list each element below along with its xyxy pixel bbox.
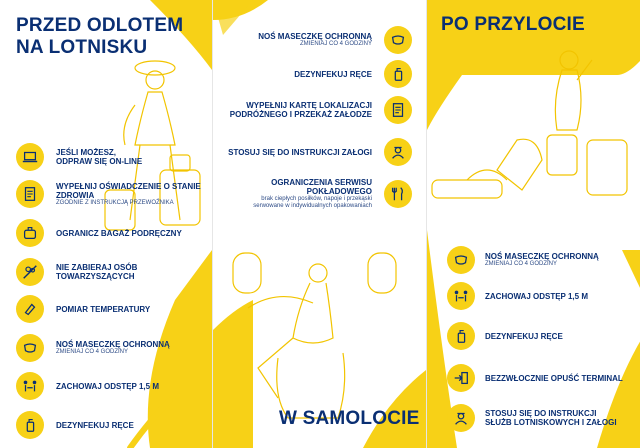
list-item: [294, 60, 412, 88]
distance-icon: [16, 372, 44, 400]
item-label-1: NIE ZABIERAJ OSÓB: [56, 263, 138, 272]
item-label-1: WYPEŁNIJ KARTĘ LOKALIZACJI: [246, 101, 372, 110]
panel-before-departure: [0, 0, 212, 448]
item-label-1: NOŚ MASECZKĘ OCHRONNĄ: [258, 32, 372, 41]
list-item: [447, 322, 563, 350]
panel-in-plane: [212, 0, 426, 448]
item-subtext: ZGODNIE Z INSTRUKCJĄ PRZEWOŹNIKA: [56, 199, 174, 206]
item-label-2: POKŁADOWEGO: [306, 187, 372, 196]
item-label-1: STOSUJ SIĘ DO INSTRUKCJI: [485, 409, 597, 418]
list-item: [16, 180, 201, 208]
panel-title: W SAMOLOCIE: [279, 408, 420, 429]
item-label-2: PODRÓŻNEGO I PRZEKAŻ ZAŁODZE: [229, 110, 372, 119]
laptop-checkin-icon: [16, 143, 44, 171]
item-label-1: BEZZWŁOCZNIE OPUŚĆ TERMINAL: [485, 373, 623, 383]
list-item: [447, 246, 599, 274]
list-item: [447, 282, 588, 310]
mask-icon: [447, 246, 475, 274]
thermometer-icon: [16, 295, 44, 323]
luggage-icon: [16, 219, 44, 247]
travelers-with-luggage-illustration: [427, 40, 640, 200]
document-checklist-icon: [16, 180, 44, 208]
food-icon: [384, 180, 412, 208]
item-label-1: STOSUJ SIĘ DO INSTRUKCJI ZAŁOGI: [228, 147, 372, 157]
item-subtext-2: serwowane w indywidualnych opakowaniach: [253, 203, 372, 209]
panel-title-line1: PRZED ODLOTEM: [16, 15, 184, 36]
item-subtext: brak ciepłych posiłków, napoje i przekąski: [261, 196, 372, 202]
item-label-2: SŁUŻB LOTNISKOWYCH I ZAŁOGI: [485, 418, 617, 427]
item-label-1: NOŚ MASECZKĘ OCHRONNĄ: [485, 252, 599, 261]
list-item: [447, 404, 617, 432]
exit-icon: [447, 364, 475, 392]
crew-icon: [384, 138, 412, 166]
item-subtext: ZMIENIAJ CO 4 GODZINY: [56, 349, 129, 355]
item-label-1: DEZYNFEKUJ RĘCE: [485, 331, 563, 341]
sanitizer-icon: [447, 322, 475, 350]
list-item: [16, 219, 182, 247]
list-item: [447, 364, 623, 392]
distance-icon: [447, 282, 475, 310]
item-label-1: NOŚ MASECZKĘ OCHRONNĄ: [56, 340, 170, 349]
list-item: [16, 258, 137, 286]
sanitizer-icon: [384, 60, 412, 88]
list-item: [230, 96, 412, 124]
item-label-1: WYPEŁNIJ OŚWIADCZENIE O STANIE: [56, 181, 201, 191]
item-label-1: ZACHOWAJ ODSTĘP 1,5 M: [485, 291, 588, 301]
item-label-1: DEZYNFEKUJ RĘCE: [56, 420, 134, 430]
item-label-1: ZACHOWAJ ODSTĘP 1,5 M: [56, 381, 159, 391]
item-subtext: ZMIENIAJ CO 4 GODZINY: [485, 261, 558, 267]
item-label-1: DEZYNFEKUJ RĘCE: [294, 69, 372, 79]
mask-icon: [384, 26, 412, 54]
list-item: [16, 143, 142, 171]
list-item: [16, 372, 159, 400]
list-item: [253, 178, 412, 210]
item-label-1: JEŚLI MOŻESZ,: [56, 148, 117, 157]
item-label-1: OGRANICZENIA SERWISU: [271, 178, 372, 187]
no-people-icon: [16, 258, 44, 286]
list-item: [258, 26, 412, 54]
item-label-1: POMIAR TEMPERATURY: [56, 304, 151, 314]
list-item: [16, 295, 150, 323]
item-label-2: TOWARZYSZĄCYCH: [56, 272, 135, 281]
mask-icon: [16, 334, 44, 362]
crew-icon: [447, 404, 475, 432]
item-label-2: ODPRAW SIĘ ON-LINE: [56, 157, 143, 166]
list-item: [16, 411, 134, 439]
passenger-seat-illustration: [218, 248, 418, 428]
item-label-1: OGRANICZ BAGAŻ PODRĘCZNY: [56, 228, 182, 238]
panel-title-line2: NA LOTNISKU: [16, 37, 148, 58]
location-card-icon: [384, 96, 412, 124]
panel-title: PO PRZYLOCIE: [441, 14, 585, 35]
list-item: [16, 334, 170, 362]
sanitizer-icon: [16, 411, 44, 439]
panel-after-arrival: [426, 0, 640, 448]
item-subtext: ZMIENIAJ CO 4 GODZINY: [299, 41, 372, 47]
list-item: [228, 138, 412, 166]
item-label-2: ZDROWIA: [56, 190, 95, 200]
